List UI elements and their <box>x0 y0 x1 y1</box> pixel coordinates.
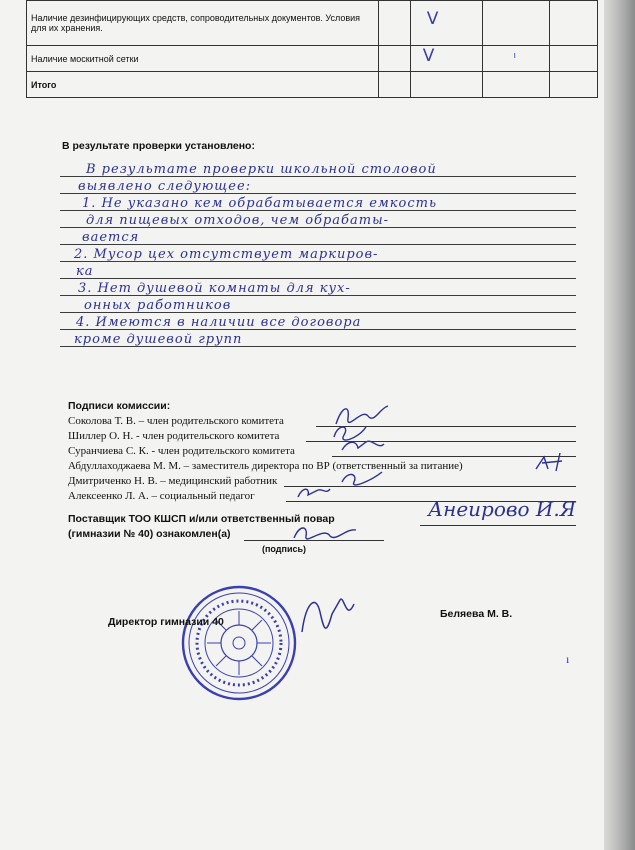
checkmark: V <box>422 46 435 66</box>
commission-member: Суранчиева С. К. - член родительского комитета <box>68 444 588 459</box>
table-row <box>27 72 598 98</box>
director-label: Директор гимназии 40 <box>108 616 224 628</box>
supplier-line-1: Поставщик ТОО КШСП и/или ответственный повар <box>68 513 335 525</box>
handwritten-line: 4. Имеются в наличии все договора <box>76 315 362 330</box>
handwritten-findings <box>60 160 576 347</box>
signature <box>338 468 388 488</box>
pen-mark: ı <box>566 652 570 666</box>
row-label: Наличие дезинфицирующих средств, сопроводительных документов. Условия для их хранения. <box>27 1 379 46</box>
handwritten-line: онных работников <box>84 298 232 313</box>
commission-member: Шиллер О. Н. - член родительского комитета <box>68 429 588 444</box>
official-stamp <box>180 584 298 702</box>
ruled-line <box>60 245 576 262</box>
handwritten-line: В результате проверки школьной столовой <box>86 162 437 177</box>
ruled-line <box>60 228 576 245</box>
supplier-handwritten-name: Анеирово И.Я <box>428 497 576 521</box>
signature <box>290 522 360 544</box>
supplier-acknowledgement <box>68 497 588 542</box>
ruled-line <box>60 279 576 296</box>
supplier-line-2: (гимназии № 40) ознакомлен(а) <box>68 528 231 540</box>
ruled-line <box>60 194 576 211</box>
ruled-line <box>60 262 576 279</box>
handwritten-line: 1. Не указано кем обрабатывается емкость <box>82 196 438 211</box>
signature-caption: (подпись) <box>262 544 307 554</box>
row-label-total: Итого <box>27 72 379 98</box>
director-signature <box>296 592 360 640</box>
ruled-line <box>60 313 576 330</box>
row-label: Наличие москитной сетки <box>27 46 379 72</box>
result-title: В результате проверки установлено: <box>62 140 255 152</box>
director-name: Беляева М. В. <box>440 608 513 620</box>
handwritten-line: кроме душевой групп <box>74 332 243 347</box>
table-row <box>27 46 598 72</box>
ruled-line <box>60 177 576 194</box>
pen-mark: ı <box>513 50 516 60</box>
checkmark: V <box>426 9 439 29</box>
checklist-table <box>26 0 598 98</box>
handwritten-line: 3. Нет душевой комнаты для кух- <box>78 281 351 296</box>
ruled-line <box>60 211 576 228</box>
signature <box>532 451 572 475</box>
commission-member: Абдуллаходжаева М. М. – заместитель директора по ВР (ответственный за питание) <box>68 459 588 474</box>
commission-signatures <box>68 400 588 504</box>
handwritten-line: для пищевых отходов, чем обрабаты- <box>86 213 390 228</box>
handwritten-line: выявлено следующее: <box>78 179 252 194</box>
commission-member: Соколова Т. В. – член родительского комитета <box>68 414 588 429</box>
handwritten-line: 2. Мусор цех отсутствует маркиров- <box>74 247 379 262</box>
handwritten-line: вается <box>82 230 140 245</box>
table-row <box>27 1 598 46</box>
commission-member: Дмитриченко Н. В. – медицинский работник <box>68 474 588 489</box>
commission-title: Подписи комиссии: <box>68 400 171 412</box>
signature <box>338 436 388 458</box>
ruled-line <box>60 330 576 347</box>
signature <box>294 483 334 503</box>
page-edge <box>604 0 635 850</box>
ruled-line <box>60 296 576 313</box>
handwritten-line: ка <box>76 264 94 279</box>
commission-member: Алексеенко Л. А. – социальный педагог <box>68 489 588 504</box>
ruled-line <box>60 160 576 177</box>
